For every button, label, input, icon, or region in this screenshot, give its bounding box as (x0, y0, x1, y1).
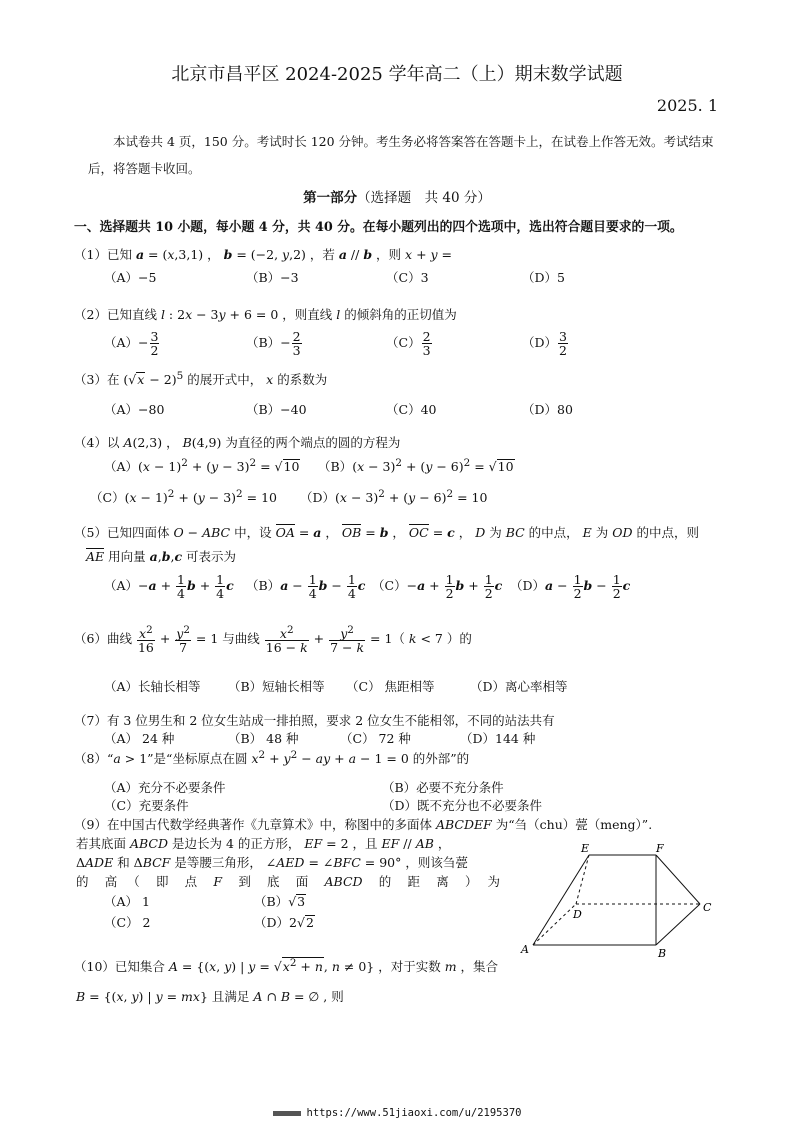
page-footer (0, 1107, 794, 1119)
question-9-stem-line-2: 若其底面 ABCD 是边长为 4 的正方形， EF = 2 ，且 EF // AB ， (76, 836, 451, 851)
question-5-option-c[interactable]: （C）−a + $\frac{1}{2}$ b + $\frac{1}{2}$ c (372, 572, 503, 602)
question-5-option-b[interactable]: （B）a − $\frac{1}{4}$ b − $\frac{1}{4}$ c (246, 572, 366, 602)
exam-date: 2025. 1 (656, 96, 718, 115)
part-one-title: 第一部分 (303, 190, 358, 206)
question-7-option-d[interactable]: （D）144 种 (460, 731, 536, 746)
footer-url[interactable]: https://www.51jiaoxi.com/u/2195370 (306, 1107, 522, 1119)
question-9-stem-line-3: ΔADE 和 ΔBCF 是等腰三角形， ∠AED = ∠BFC = 90° ，则该刍甍 (76, 855, 468, 870)
question-number: （6） (74, 631, 107, 647)
question-7-option-a[interactable]: （A） 24 种 (104, 731, 175, 746)
question-8-option-c[interactable]: （C）充要条件 (104, 798, 189, 813)
question-3-option-b[interactable]: （B）−40 (246, 402, 307, 417)
question-1-option-b[interactable]: （B）−3 (246, 270, 299, 285)
question-4-option-b[interactable]: $(B)(x - 3)^2 + (y - 6)^2 = √10$ (318, 457, 514, 475)
question-9-stem-line-4: 的 高 （ 即 点 F 到 底 面 ABCD 的 距 离 ） 为 (76, 874, 500, 889)
question-9-option-a[interactable]: （A） 1 (104, 894, 150, 909)
vertex-label-e: E (581, 842, 590, 855)
question-2-option-d[interactable]: （D） $\frac{3}{2}$ (522, 329, 567, 359)
question-8-option-a[interactable]: （A）充分不必要条件 (104, 780, 226, 795)
question-number: （5） (74, 525, 107, 540)
question-2-option-b[interactable]: （B）− $\frac{2}{3}$ (246, 329, 301, 359)
exam-instructions: 本试卷共 4 页，150 分。考试时长 120 分钟。考生务必将答案答在答题卡上，在试卷上作答无效。考试结束后，将答题卡收回。 (88, 134, 714, 176)
page-title: 北京市昌平区 2024-2025 学年高二（上）期末数学试题 (171, 64, 623, 85)
question-number: （2） (74, 307, 107, 322)
question-6-option-a[interactable]: （A）长轴长相等 (104, 679, 201, 694)
question-number: （3） (74, 372, 107, 388)
question-1-option-d[interactable]: （D）5 (522, 270, 565, 285)
question-5-stem: （5）已知四面体 O − ABC 中，设 OA = a ， OB = b ， OC = c ， D 为 BC 的中点， E 为 OD 的中点，则 (74, 525, 699, 540)
question-3-stem: （3）在 $(√x - 2)^5$ 的展开式中， x 的系数为 (74, 370, 328, 388)
footer-mark (273, 1111, 301, 1116)
question-5-option-a[interactable]: （A）−a + $\frac{1}{4}$ b + $\frac{1}{4}$ c (104, 572, 234, 602)
question-1-option-a[interactable]: （A）−5 (104, 270, 157, 285)
question-8-option-d[interactable]: （D）既不充分也不必要条件 (382, 798, 543, 813)
vertex-label-b: B (658, 947, 667, 960)
question-9-option-d[interactable]: （D）2√2 (254, 915, 314, 930)
question-7-text: 有 3 位男生和 2 位女生站成一排拍照，要求 2 位女生不能相邻，不同的站法共有 (106, 713, 555, 728)
question-number: （8） (74, 751, 107, 767)
question-7-option-c[interactable]: （C） 72 种 (340, 731, 411, 746)
question-2-option-a[interactable]: （A）− $\frac{3}{2}$ (104, 329, 159, 359)
question-9-option-c[interactable]: （C） 2 (104, 915, 151, 930)
question-9-stem: （9）在中国古代数学经典著作《九章算术》中，称图中的多面体 ABCDEF 为“刍（chu）甍（meng）”. (74, 817, 653, 832)
question-number: （1） (74, 247, 107, 262)
question-2-stem: （2）已知直线 l : 2x − 3y + 6 = 0 ，则直线 l 的倾斜角的正切值为 (74, 307, 457, 322)
question-8-option-b[interactable]: （B）必要不充分条件 (382, 780, 504, 795)
question-10-stem-line-2: B = {(x, y) | y = mx} 且满足 A ∩ B = ∅ , 则 (76, 989, 344, 1004)
question-3-option-d[interactable]: （D）80 (522, 402, 573, 417)
vertex-label-d: D (573, 908, 582, 921)
vertex-label-c: C (703, 901, 712, 914)
question-number: （7） (74, 713, 107, 728)
question-1-stem: （1）已知 a = (x,3,1) ， b = (−2, y,2) ，若 a // b ，则 x + y = (74, 247, 453, 262)
part-one-subtitle: （选择题 共 40 分） (357, 190, 491, 206)
question-6-option-d[interactable]: （D）离心率相等 (470, 679, 568, 694)
question-4-option-a[interactable]: $(A)(x - 1)^2 + (y - 3)^2 = √10$ (104, 457, 300, 475)
question-number: （4） (74, 435, 107, 450)
vertex-label-a: A (521, 943, 529, 956)
question-3-option-a[interactable]: （A）−80 (104, 402, 165, 417)
edge-ae (533, 855, 589, 945)
polyhedron-figure (510, 838, 730, 964)
edge-bc (656, 904, 700, 945)
section-instruction: 一、选择题共 10 小题，每小题 4 分，共 40 分。在每小题列出的四个选项中，选出符合题目要求的一项。 (74, 220, 683, 235)
question-8-stem: （8）“a > 1”是“坐标原点在圆 $x^2 + y^2$ − ay + a − 1 = 0 的外部”的 (74, 749, 470, 767)
question-number: （9） (74, 817, 107, 832)
question-4-option-c[interactable]: $(C)(x - 1)^2 + (y - 3)^2 = 10$ (90, 488, 277, 506)
edge-de (576, 855, 589, 904)
question-10-stem: （10）已知集合 A = {(x, y) | $y = √x^2 + n$, n ≠ 0} ，对于实数 m ，集合 (74, 957, 499, 975)
question-6-stem: （6）曲线 $\frac{x^2}{16}$ + $\frac{y^2}{7}$ = 1 与曲线 $\frac{x^2}{16 - k}$ + $\frac{y^2}{7 - k}$ = 1（ k < 7 ）的 (74, 624, 472, 656)
question-3-option-c[interactable]: （C）40 (386, 402, 437, 417)
question-4-stem: （4）以 A(2,3) ， B(4,9) 为直径的两个端点的圆的方程为 (74, 435, 401, 450)
part-one-heading (0, 186, 794, 206)
question-5-option-d[interactable]: （D）a − $\frac{1}{2}$ b − $\frac{1}{2}$ c (510, 572, 631, 602)
question-7-stem (74, 711, 555, 729)
question-6-option-c[interactable]: （C） 焦距相等 (346, 679, 435, 694)
question-7-option-b[interactable]: （B） 48 种 (228, 731, 299, 746)
edge-fc (656, 855, 700, 904)
question-5-stem-continued: AE 用向量 a,b,c 可表示为 (86, 549, 237, 564)
question-9-option-b[interactable]: （B）√3 (254, 894, 306, 909)
question-1-option-c[interactable]: （C）3 (386, 270, 429, 285)
question-6-option-b[interactable]: （B）短轴长相等 (228, 679, 325, 694)
question-number: （10） (74, 959, 115, 975)
vertex-label-f: F (656, 842, 664, 855)
question-2-option-c[interactable]: （C） $\frac{2}{3}$ (386, 329, 431, 359)
question-4-option-d[interactable]: $(D)(x - 3)^2 + (y - 6)^2 = 10$ (300, 488, 488, 506)
